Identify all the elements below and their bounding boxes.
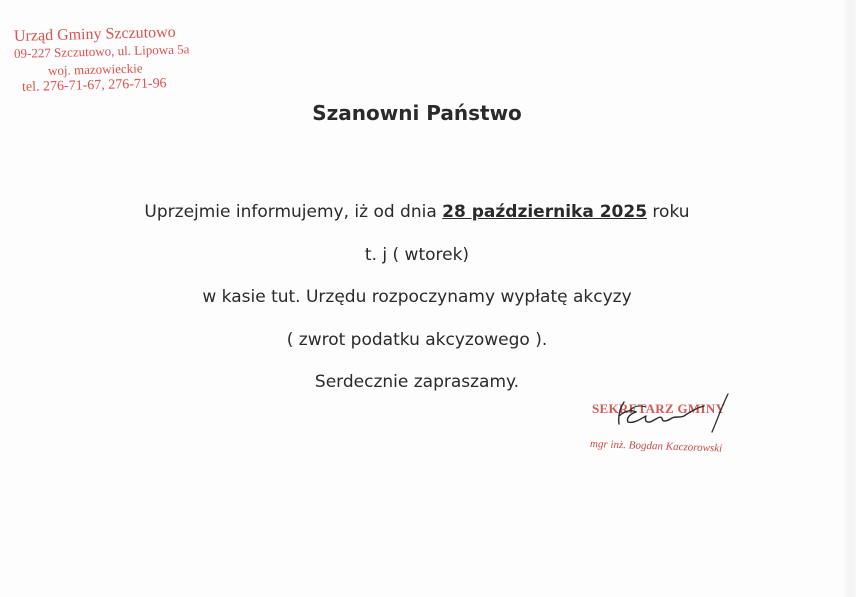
stamp-phone: tel. 276-71-67, 276-71-96	[21, 76, 167, 95]
signatory-name: mgr inż. Bogdan Kaczorowski	[589, 438, 723, 455]
letter-heading: Szanowni Państwo	[312, 101, 522, 125]
body-line-refund: ( zwrot podatku akcyzowego ).	[286, 330, 548, 350]
office-stamp	[13, 23, 214, 96]
body-line-invite: Serdecznie zapraszamy.	[314, 372, 520, 392]
stamp-region: woj. mazowieckie	[47, 60, 143, 78]
signature-title-stamp: SEKRETARZ GMINY	[592, 401, 726, 416]
body-line-date-before: Uprzejmie informujemy, iż od dnia	[144, 202, 443, 222]
body-line-weekday: t. j ( wtorek)	[364, 245, 470, 265]
body-line-date	[0, 202, 834, 222]
payout-date: 28 października 2025	[442, 202, 648, 222]
stamp-office-name: Urząd Gminy Szczutowo	[13, 23, 176, 45]
page-edge-shadow	[842, 0, 856, 597]
stamp-address: 09-227 Szczutowo, ul. Lipowa 5a	[13, 41, 190, 61]
body-line-payout: w kasie tut. Urzędu rozpoczynamy wypłatę akcyzy	[202, 287, 632, 307]
body-line-date-after: roku	[647, 202, 690, 222]
